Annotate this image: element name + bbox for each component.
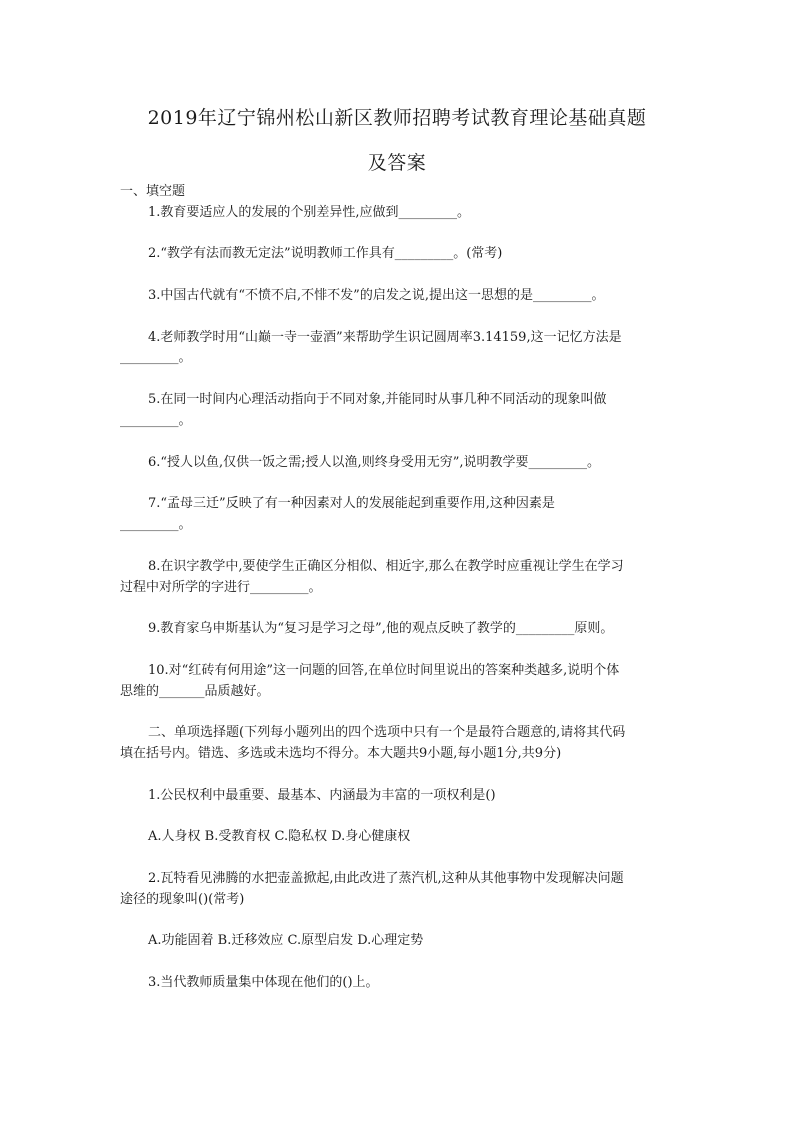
fill-blank-question-10-continued: 思维的_______品质越好。 (120, 684, 270, 699)
choice-question-1-options: A.人身权 B.受教育权 C.隐私权 D.身心健康权 (148, 829, 411, 844)
choice-question-2-options: A.功能固着 B.迁移效应 C.原型启发 D.心理定势 (148, 933, 424, 948)
fill-blank-question-4: 4.老师教学时用“山巅一寺一壶酒”来帮助学生识记圆周率3.14159,这一记忆方法是 (148, 330, 622, 345)
section-heading-fill-blank: 一、填空题 (120, 184, 186, 199)
fill-blank-question-1: 1.教育要适应人的发展的个别差异性,应做到_________。 (148, 205, 471, 220)
fill-blank-question-3: 3.中国古代就有“不愤不启,不悱不发”的启发之说,提出这一思想的是_________。 (148, 288, 605, 303)
fill-blank-question-9: 9.教育家乌申斯基认为“复习是学习之母”,他的观点反映了教学的_________原则。 (148, 621, 614, 636)
fill-blank-question-6: 6.“授人以鱼,仅供一饭之需;授人以渔,则终身受用无穷”,说明教学要_________。 (148, 455, 600, 470)
choice-question-3: 3.当代教师质量集中体现在他们的()上。 (148, 975, 379, 990)
fill-blank-question-5-continued: _________。 (120, 413, 192, 428)
choice-question-1: 1.公民权利中最重要、最基本、内涵最为丰富的一项权利是() (148, 788, 496, 803)
fill-blank-question-7-continued: _________。 (120, 517, 192, 532)
fill-blank-question-7: 7.“孟母三迁”反映了有一种因素对人的发展能起到重要作用,这种因素是 (148, 496, 555, 511)
section-heading-single-choice-continued: 填在括号内。错选、多选或未选均不得分。本大题共9小题,每小题1分,共9分) (120, 746, 562, 761)
fill-blank-question-10: 10.对“红砖有何用途”这一问题的回答,在单位时间里说出的答案种类越多,说明个体 (148, 663, 620, 678)
page-title-continued: 及答案 (367, 152, 427, 174)
page-title: 2019年辽宁锦州松山新区教师招聘考试教育理论基础真题 (147, 107, 647, 129)
choice-question-2: 2.瓦特看见沸腾的水把壶盖掀起,由此改进了蒸汽机,这种从其他事物中发现解决问题 (148, 871, 624, 886)
fill-blank-question-4-continued: _________。 (120, 350, 192, 365)
fill-blank-question-2: 2.“教学有法而教无定法”说明教师工作具有_________。(常考) (148, 246, 503, 261)
fill-blank-question-5: 5.在同一时间内心理活动指向于不同对象,并能同时从事几种不同活动的现象叫做 (148, 392, 607, 407)
section-heading-single-choice: 二、单项选择题(下列每小题列出的四个选项中只有一个是最符合题意的,请将其代码 (148, 725, 626, 740)
fill-blank-question-8: 8.在识字教学中,要使学生正确区分相似、相近字,那么在教学时应重视让学生在学习 (148, 559, 624, 574)
choice-question-2-continued: 途径的现象叫()(常考) (120, 892, 245, 907)
fill-blank-question-8-continued: 过程中对所学的字进行_________。 (120, 580, 322, 595)
